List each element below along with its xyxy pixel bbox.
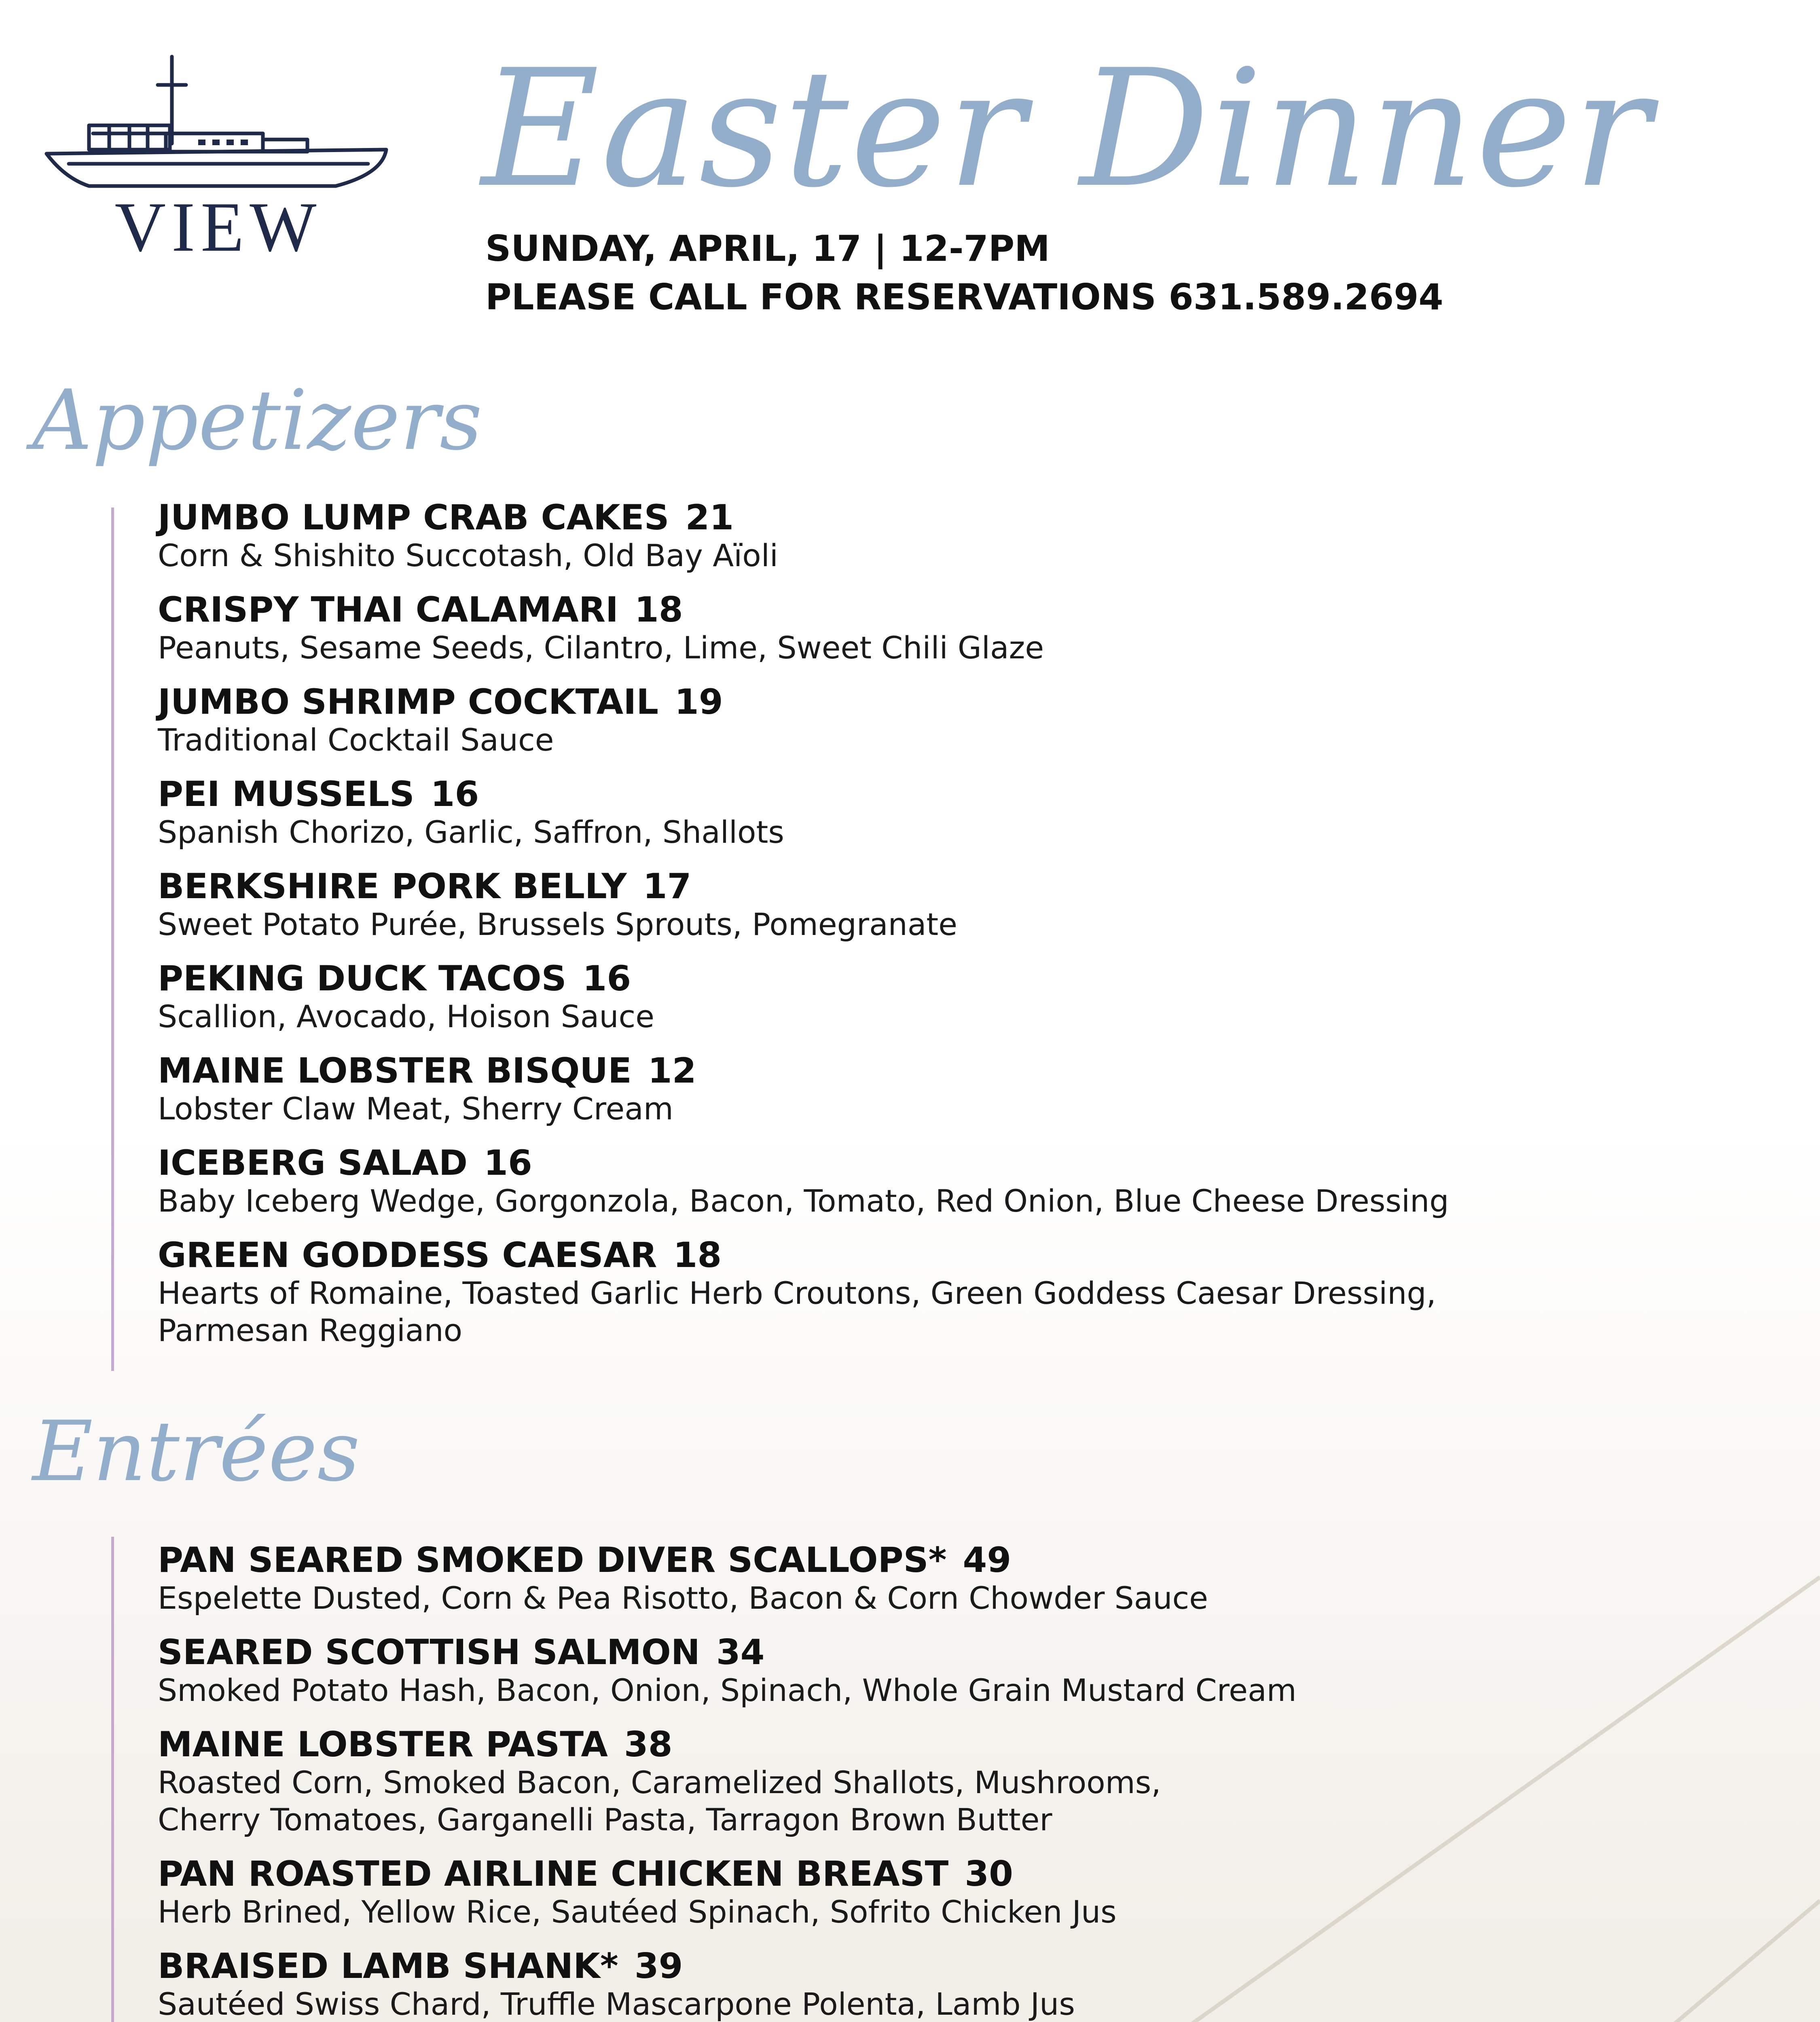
event-date: SUNDAY, APRIL, 17 | 12-7PM [485,228,1050,269]
item-name: GREEN GODDESS CAESAR [158,1235,657,1275]
reservation-info: PLEASE CALL FOR RESERVATIONS 631.589.2694 [485,276,1443,318]
section-heading-appetizers [32,372,482,469]
appetizers-list [158,498,1735,1349]
section-heading-entrees [32,1403,360,1500]
item-name: SEARED SCOTTISH SALMON [158,1632,700,1673]
menu-item [158,959,1735,1035]
entrees-heading: Entrées [32,1404,360,1500]
menu-item [158,1144,1735,1220]
menu-item [158,1947,1735,2022]
item-name: MAINE LOBSTER PASTA [158,1724,608,1765]
item-description: Hearts of Romaine, Toasted Garlic Herb Croutons, Green Goddess Caesar Dressing, [158,1275,1436,1311]
item-description: Baby Iceberg Wedge, Gorgonzola, Bacon, Tomato, Red Onion, Blue Cheese Dressing [158,1183,1449,1219]
item-price: 19 [675,682,723,722]
item-name: PAN SEARED SMOKED DIVER SCALLOPS* [158,1540,947,1580]
item-title [158,590,1735,629]
item-title [158,1541,1735,1580]
item-title [158,1236,1735,1275]
item-name: BRAISED LAMB SHANK* [158,1946,618,1986]
item-title [158,1144,1735,1182]
item-price: 30 [965,1854,1013,1894]
item-name: PAN ROASTED AIRLINE CHICKEN BREAST [158,1854,949,1894]
item-price: 16 [430,774,479,814]
item-description: Peanuts, Sesame Seeds, Cilantro, Lime, Sweet Chili Glaze [158,630,1044,666]
item-name: PEKING DUCK TACOS [158,958,567,999]
item-price: 18 [673,1235,722,1275]
item-title [158,1855,1735,1893]
item-price: 12 [648,1051,696,1091]
item-name: PEI MUSSELS [158,774,415,814]
item-price: 38 [624,1724,673,1765]
item-description: Lobster Claw Meat, Sherry Cream [158,1091,673,1127]
item-title [158,867,1735,906]
item-title [158,1633,1735,1672]
item-title [158,959,1735,998]
item-description-cont: Parmesan Reggiano [158,1312,463,1348]
menu-item [158,498,1735,574]
item-name: BERKSHIRE PORK BELLY [158,866,627,907]
menu-item [158,1633,1735,1709]
section-rule [111,1537,114,2022]
item-price: 18 [635,590,683,630]
menu-item [158,867,1735,943]
item-title [158,1051,1735,1090]
item-description: Roasted Corn, Smoked Bacon, Caramelized Shallots, Mushrooms, [158,1764,1161,1800]
item-description: Sautéed Swiss Chard, Truffle Mascarpone Polenta, Lamb Jus [158,1986,1075,2022]
logo-wordmark: VIEW [114,188,322,263]
item-name: CRISPY THAI CALAMARI [158,590,619,630]
item-title [158,1725,1735,1764]
item-price: 16 [582,958,631,999]
menu-item [158,775,1735,851]
item-price: 16 [484,1143,532,1183]
item-title [158,1947,1735,1986]
item-price: 21 [685,497,734,538]
item-title [158,775,1735,814]
menu-title: Easter Dinner [481,35,1653,223]
menu-item [158,1541,1735,1617]
item-description: Scallion, Avocado, Hoison Sauce [158,998,655,1034]
item-title [158,683,1735,721]
menu-item [158,1725,1735,1838]
item-description: Smoked Potato Hash, Bacon, Onion, Spinach, Whole Grain Mustard Cream [158,1672,1297,1708]
item-description: Spanish Chorizo, Garlic, Saffron, Shallots [158,814,784,850]
menu-item [158,1236,1735,1349]
item-description: Traditional Cocktail Sauce [158,722,554,758]
item-price: 17 [643,866,692,907]
appetizers-heading: Appetizers [32,372,483,469]
item-name: MAINE LOBSTER BISQUE [158,1051,632,1091]
menu-item [158,1855,1735,1931]
item-name: JUMBO SHRIMP COCKTAIL [158,682,659,722]
item-price: 49 [963,1540,1012,1580]
item-description: Sweet Potato Purée, Brussels Sprouts, Pomegranate [158,906,957,942]
item-name: ICEBERG SALAD [158,1143,468,1183]
item-description: Corn & Shishito Succotash, Old Bay Aïoli [158,537,779,573]
menu-item [158,683,1735,759]
section-rule [111,508,114,1371]
view-boat-logo [44,53,396,263]
item-description: Herb Brined, Yellow Rice, Sautéed Spinach, Sofrito Chicken Jus [158,1894,1117,1930]
item-description: Espelette Dusted, Corn & Pea Risotto, Bacon & Corn Chowder Sauce [158,1580,1208,1616]
item-title [158,498,1735,537]
item-name: JUMBO LUMP CRAB CAKES [158,497,669,538]
entrees-list [158,1541,1735,2022]
item-price: 34 [716,1632,765,1673]
item-description-cont: Cherry Tomatoes, Garganelli Pasta, Tarragon Brown Butter [158,1802,1052,1838]
menu-item [158,590,1735,666]
menu-item [158,1051,1735,1127]
item-price: 39 [634,1946,683,1986]
